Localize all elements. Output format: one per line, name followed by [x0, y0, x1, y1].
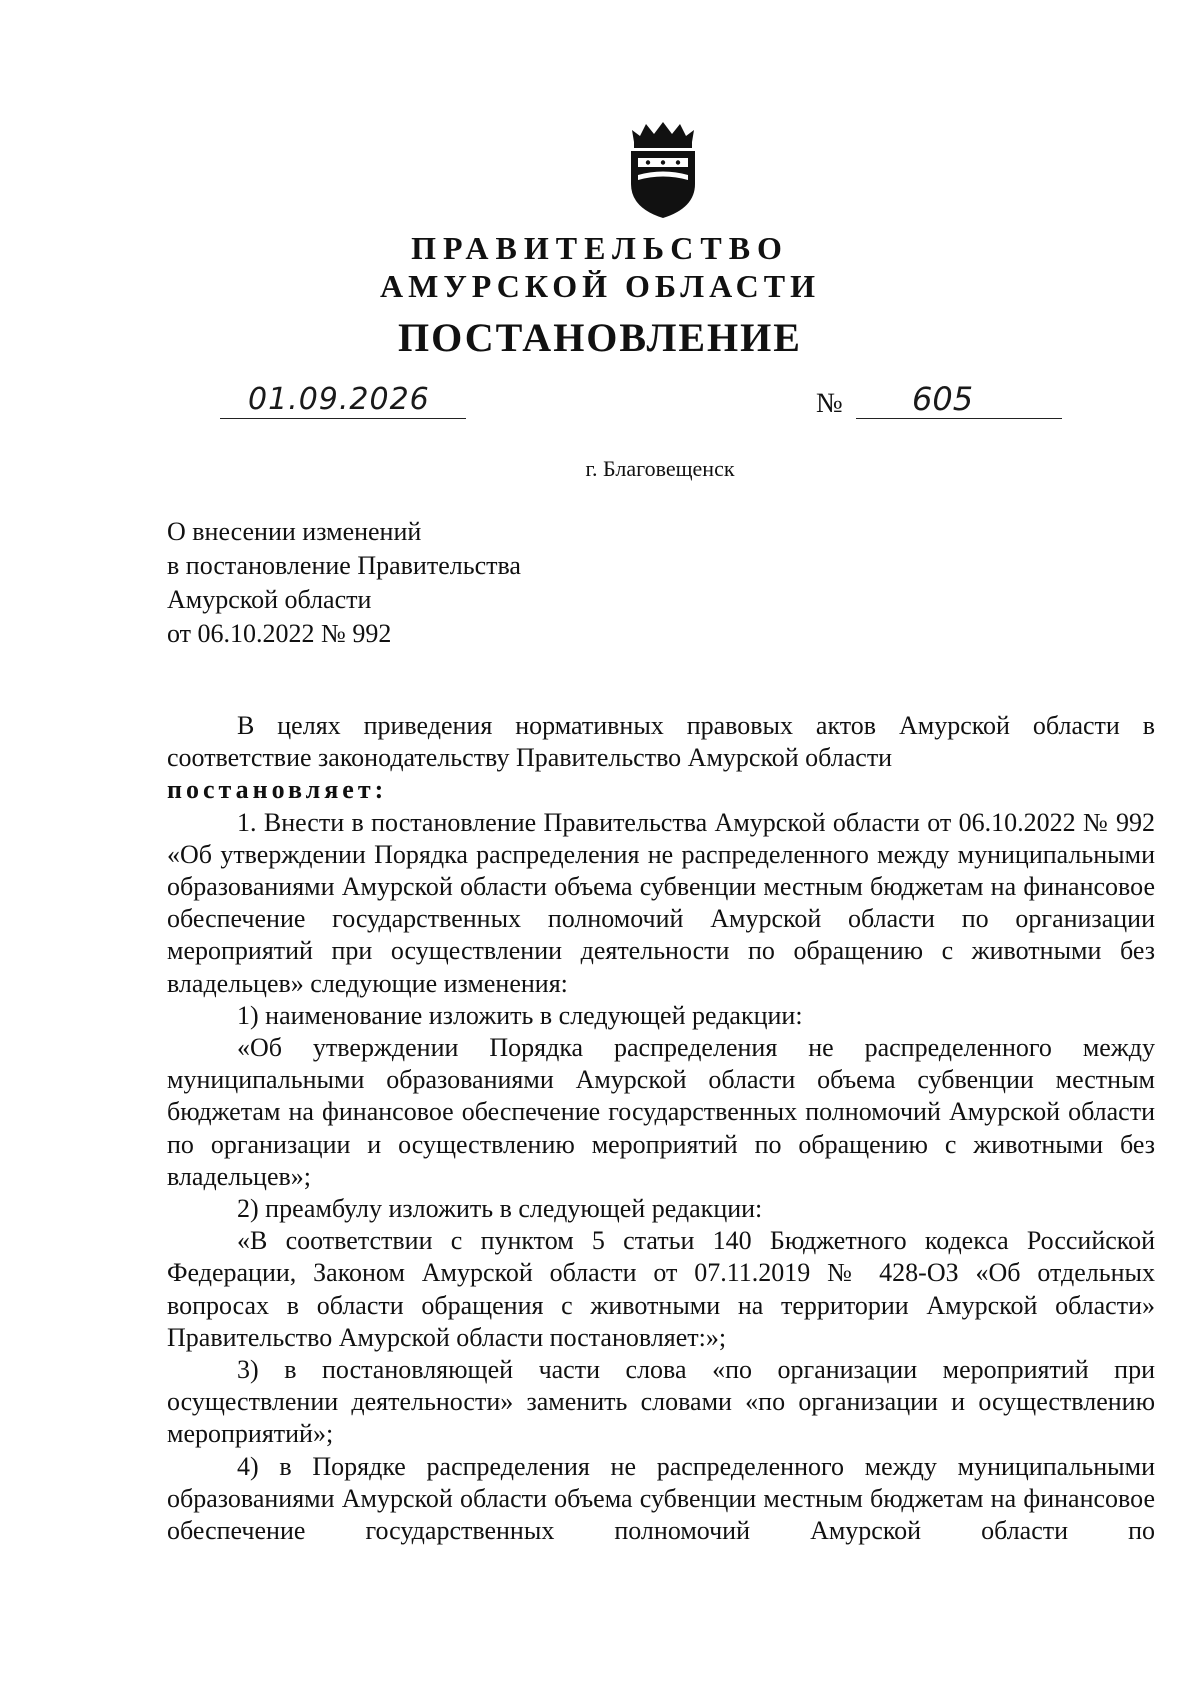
subject-line: от 06.10.2022 № 992 — [167, 619, 392, 648]
coat-of-arms-icon — [624, 120, 702, 220]
subitem-4-paragraph: 4) в Порядке распределения не распределенного между муниципальными образованиями Амурской области объема субвенции местным бюджетам на финансовое обеспечение государственных полномочий Амурской области по — [167, 1451, 1155, 1546]
document-number: 605 — [912, 380, 974, 418]
region-title: АМУРСКОЙ ОБЛАСТИ — [380, 268, 820, 304]
document-body — [167, 710, 1155, 1547]
subitem-2-heading: 2) преамбулу изложить в следующей редакции: — [237, 1194, 763, 1224]
intro-paragraph: В целях приведения нормативных правовых актов Амурской области в соответствие законодательству Правительство Амурской области — [167, 711, 1155, 773]
item-1-paragraph: 1. Внести в постановление Правительства Амурской области от 06.10.2022 № 992 «Об утверждении Порядка распределения не распределенного между муниципальными образованиями Амурской области объема субвенции местным бюджетам на финансовое обеспечение государственных полномочий Амурской области по организации мероприятий при осуществлении деятельности по обращению с животными без владельцев» следующие изменения: — [167, 807, 1155, 998]
document-date: 01.09.2026 — [248, 382, 430, 417]
subject-line: Амурской области — [167, 585, 372, 614]
subject-line: в постановление Правительства — [167, 551, 521, 580]
city-name: г. Благовещенск — [585, 456, 735, 481]
decides-word: постановляет: — [167, 775, 388, 805]
number-sign: № — [816, 388, 843, 419]
document-subject — [167, 515, 521, 651]
subitem-3-paragraph: 3) в постановляющей части слова «по организации мероприятий при осуществлении деятельности» заменить словами «по организации и осуществлению мероприятий»; — [167, 1355, 1155, 1449]
document-type-title: ПОСТАНОВЛЕНИЕ — [398, 315, 802, 360]
date-underline — [220, 418, 466, 419]
number-underline — [856, 418, 1062, 419]
subject-line: О внесении изменений — [167, 517, 422, 546]
subitem-1-text: «Об утверждении Порядка распределения не распределенного между муниципальными образованиями Амурской области объема субвенции местным бюджетам на финансовое обеспечение государственных полномочий Амурской области по организации и осуществлению мероприятий по обращению с животными без владельцев»; — [167, 1033, 1155, 1191]
subitem-2-text: «В соответствии с пунктом 5 статьи 140 Бюджетного кодекса Российской Федерации, Законом Амурской области от 07.11.2019 № 428-ОЗ «Об отдельных вопросах в области обращения с животными на территории Амурской области» Правительство Амурской области постановляет:»; — [167, 1226, 1155, 1352]
government-title: ПРАВИТЕЛЬСТВО — [411, 230, 789, 266]
subitem-1-heading: 1) наименование изложить в следующей редакции: — [237, 1000, 803, 1030]
